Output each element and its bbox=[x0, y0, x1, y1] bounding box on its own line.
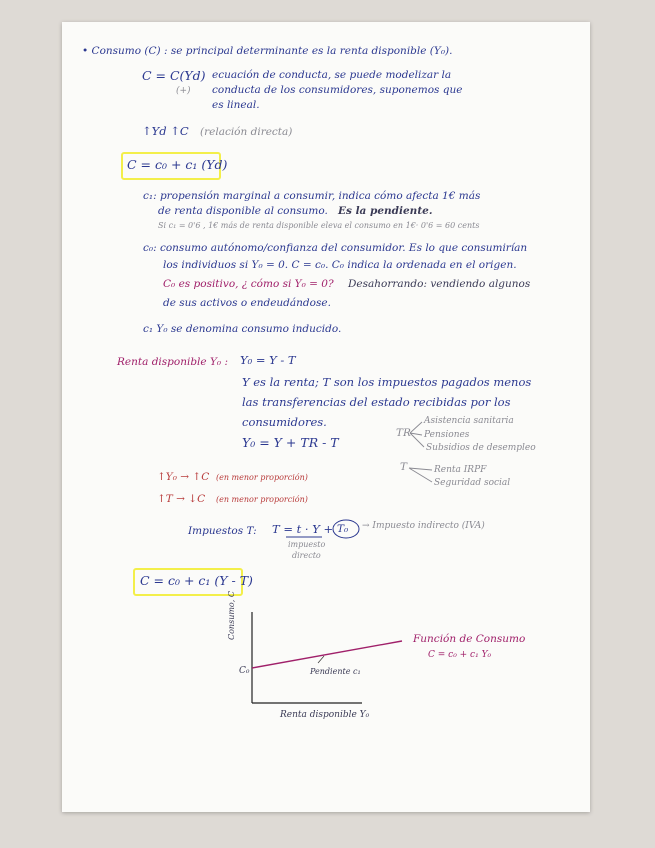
income-effect-note: (en menor proporción) bbox=[216, 473, 308, 482]
income-explanation-line3: consumidores. bbox=[242, 415, 327, 429]
induced-consumption: c₁ Y₀ se denomina consumo inducido. bbox=[143, 323, 342, 335]
c0-definition-line2: los individuos si Y₀ = 0. C = c₀. C₀ indica la ordenada en el origen. bbox=[163, 259, 517, 271]
transfer-unemployment: Subsidios de desempleo bbox=[426, 443, 536, 453]
c1-definition-line1: c₁: propensión marginal a consumir, indica cómo afecta 1€ más bbox=[143, 190, 481, 202]
consumption-definition: • Consumo (C) : se principal determinante es la renta disponible (Y₀). bbox=[82, 45, 453, 57]
consumption-function-line bbox=[252, 641, 402, 668]
direct-relation-note: (relación directa) bbox=[200, 126, 293, 138]
indirect-tax-symbol: T₀ bbox=[337, 523, 349, 535]
behavior-equation-line3: es lineal. bbox=[212, 99, 260, 111]
positive-sign: (+) bbox=[176, 86, 191, 96]
consumption-function: C = C(Yd) bbox=[142, 68, 206, 83]
c0-definition-line1: c₀: consumo autónomo/confianza del consumidor. Es lo que consumirían bbox=[143, 242, 528, 254]
linear-consumption-equation: C = c₀ + c₁ (Yd) bbox=[127, 157, 228, 172]
c1-example: Si c₁ = 0'6 , 1€ más de renta disponible eleva el consumo en 1€· 0'6 = 60 cents bbox=[158, 221, 480, 230]
income-effect: ↑Y₀ → ↑C bbox=[157, 471, 210, 483]
income-explanation-line1: Y es la renta; T son los impuestos pagados menos bbox=[242, 375, 532, 389]
tax-social-security: Seguridad social bbox=[434, 478, 511, 488]
chart-slope-label: Pendiente c₁ bbox=[310, 667, 361, 676]
tax-effect: ↑T → ↓C bbox=[157, 493, 206, 505]
transfers-label: TR bbox=[396, 427, 411, 439]
tax-irpf: Renta IRPF bbox=[434, 465, 487, 475]
transfer-pensions: Pensiones bbox=[424, 430, 470, 440]
chart-x-label: Renta disponible Y₀ bbox=[280, 710, 370, 720]
tax-effect-note: (en menor proporción) bbox=[216, 495, 308, 504]
slope-pointer bbox=[318, 656, 324, 663]
tax-equation: T = t · Y + bbox=[272, 522, 334, 536]
c0-question: C₀ es positivo, ¿ cómo si Y₀ = 0? bbox=[163, 278, 334, 290]
indirect-tax-note: → Impuesto indirecto (IVA) bbox=[362, 521, 485, 531]
behavior-equation-line1: ecuación de conducta, se puede modelizar la bbox=[212, 69, 452, 81]
taxes-title: Impuestos T: bbox=[188, 525, 257, 537]
behavior-equation-line2: conducta de los consumidores, suponemos que bbox=[212, 84, 463, 96]
direct-tax-note-2: directo bbox=[292, 551, 321, 560]
c1-definition-line2: de renta disponible al consumo. bbox=[158, 205, 328, 217]
income-explanation-line2: las transferencias del estado recibidas por los bbox=[242, 395, 511, 409]
consumption-with-taxes-equation: C = c₀ + c₁ (Y - T) bbox=[140, 573, 253, 588]
slope-note: Es la pendiente. bbox=[338, 205, 433, 217]
disposable-income-transfers: Y₀ = Y + TR - T bbox=[242, 435, 339, 450]
taxes-label: T bbox=[400, 461, 408, 473]
transfer-health: Asistencia sanitaria bbox=[424, 416, 514, 426]
chart-y-label: Consumo, C bbox=[227, 591, 236, 640]
direct-relation-arrows: ↑Yd ↑C bbox=[142, 124, 189, 138]
chart-intercept-label: C₀ bbox=[239, 666, 250, 676]
c0-answer-line2: de sus activos o endeudándose. bbox=[163, 297, 331, 309]
chart-series-formula: C = c₀ + c₁ Y₀ bbox=[428, 650, 492, 660]
direct-tax-note: impuesto bbox=[288, 540, 326, 549]
disposable-income-label: Renta disponible Y₀ : bbox=[117, 356, 228, 368]
chart-series-name: Función de Consumo bbox=[413, 633, 526, 645]
c0-answer: Desahorrando: vendiendo algunos bbox=[348, 278, 531, 290]
disposable-income-equation: Y₀ = Y - T bbox=[240, 353, 296, 367]
